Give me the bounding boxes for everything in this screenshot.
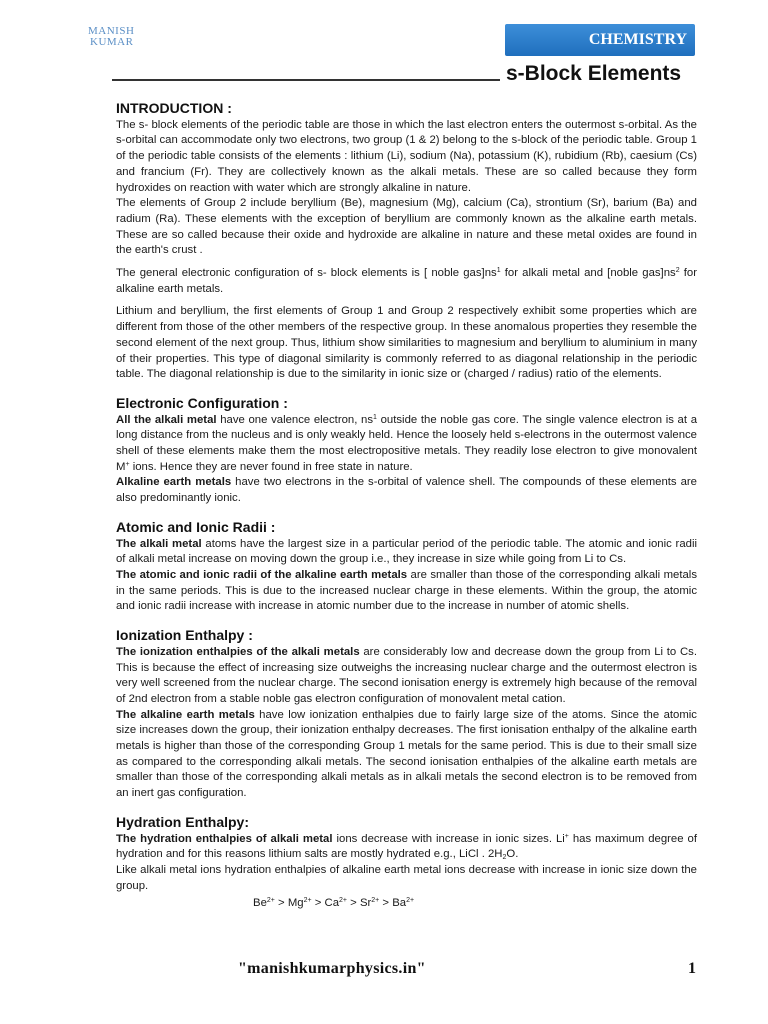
section-heading: INTRODUCTION : [116,100,232,116]
section-heading: Hydration Enthalpy: [116,813,250,830]
paragraph: The general electronic configuration of s- block elements is [ noble $gas]ns^1$ for alkali metal and [noble $gas]ns^2$ for alkaline earth metals. [116,267,697,295]
paragraph: The alkali metal atoms have the largest size in a particular period of the periodic table. The atomic and ionic radii of alkali metal increase on moving down the group i.e., they increase in size while going from Li to Cs. [116,537,697,566]
title-rule [112,79,500,81]
section-heading: Atomic and Ionic Radii : [116,518,276,535]
paragraph: The s- block elements of the periodic table are those in which the last electron enters the outermost s-orbital. As the s-orbital can accommodate only two electrons, two group (1 & 2) belong to the s-block of the periodic table. Group 1 of the periodic table consists of the elements : lithium (Li), sodium (Na), potassium (K), rubidium (Rb), caesium (Cs) and francium (Fr). They are collectively known as the alkali metals. These are so called because they form hydroxides on reaction with water which are strongly alkaline in nature. [116,118,697,194]
page-footer [0,960,768,984]
paragraph: Like alkali metal ions hydration enthalpies of alkaline earth metal ions decrease with increase in ionic size down the group. [116,863,697,892]
paragraph: The ionization enthalpies of the alkali metals are considerably low and decrease down the group from Li to Cs. This is because the effect of increasing size outweighs the increasing nuclear charge and the outermost electron is very well screened from the nuclear charge. The second ionisation energy is extremely high because of the removal of 2nd electron from a stable noble gas electron configuration of monovalent metal cation. [116,645,697,705]
section-heading: Ionization Enthalpy : [116,627,253,644]
paragraph: The atomic and ionic radii of the alkaline earth metals are smaller than those of the corresponding alkali metals in the same periods. This is due to the increased nuclear charge in these elements. Within the group, the atomic and ionic radii increase with increase in atomic number due to the increase in number of atomic shells. [116,568,697,613]
page-number: 1 [688,960,696,977]
section-introduction [116,101,697,383]
hydration-order-equation: $Be^{2+} > Mg^{2+} > Ca^{2+} > Sr^{2+} > Ba^{2+}$ [253,897,415,910]
section-hydration-enthalpy [116,815,697,912]
publisher-logo [88,26,168,48]
subject-banner [505,24,695,56]
paragraph: Alkaline earth metals have two electrons in the s-orbital of valence shell. The compounds of these elements are also predominantly ionic. [116,476,697,505]
paragraph: The hydration enthalpies of alkali metal ions decrease with increase in ionic sizes. Li+ has maximum degree of hydration and for this reasons lithium salts are mostly hydrated e.g., LiCl . $2H_2O$. [116,832,697,862]
section-atomic-ionic-radii [116,520,697,615]
section-electronic-configuration [116,396,697,507]
subject-label: CHEMISTRY [588,31,687,48]
paragraph: All the alkali metal have one valence electron, $ns^1$ outside the noble gas core. The single valence electron is at a long distance from the nucleus and is only weakly held. Hence the loosely held s-electrons in the outermost valence shell of these elements make them the most electropositive metals. They readily lose electron to give monovalent M+ ions. Hence they are never found in free state in nature. [116,413,698,473]
paragraph: Lithium and beryllium, the first elements of Group 1 and Group 2 respectively exhibit some properties which are different from those of the other members of the respective group. In these anomalous properties they resemble the second element of the next group. Thus, lithium show similarities to magnesium and beryllium to aluminium in many of their properties. This type of diagonal similarity is commonly referred to as diagonal relationship in the periodic table. The diagonal relationship is due to the similarity in ionic size or (charged / radius) ratio of the elements. [116,305,697,381]
page-title: s-Block Elements [506,62,682,85]
logo-line-2: KUMAR [90,36,134,48]
logo-line-1: MANISH [88,25,135,37]
section-heading: Electronic Configuration : [116,394,288,411]
footer-website[interactable]: "manishkumarphysics.in" [238,960,426,977]
document-body [116,101,697,912]
paragraph: The elements of Group 2 include beryllium (Be), magnesium (Mg), calcium (Ca), strontium (Sr), barium (Ba) and radium (Ra). These elements with the exception of beryllium are commonly known as the alkaline earth metals. These are so called because their oxide and hydroxide are alkaline in nature and these metal oxides are found in the earth's crust . [116,197,697,257]
paragraph: The alkaline earth metals have low ionization enthalpies due to fairly large size of the atoms. Since the atomic size increases down the group, their ionization enthalpy decreases. The first ionisation enthalpy of the alkaline earth metals is higher than those of the corresponding Group 1 metals for the same period. This is due to their small size as compared to the corresponding alkali metals. The second ionisation enthalpies of the alkaline earth metals are smaller than those of the corresponding alkali metals as in alkali metals the second electron is to be removed from an inert gas configuration. [116,708,697,800]
section-ionization-enthalpy [116,628,697,802]
